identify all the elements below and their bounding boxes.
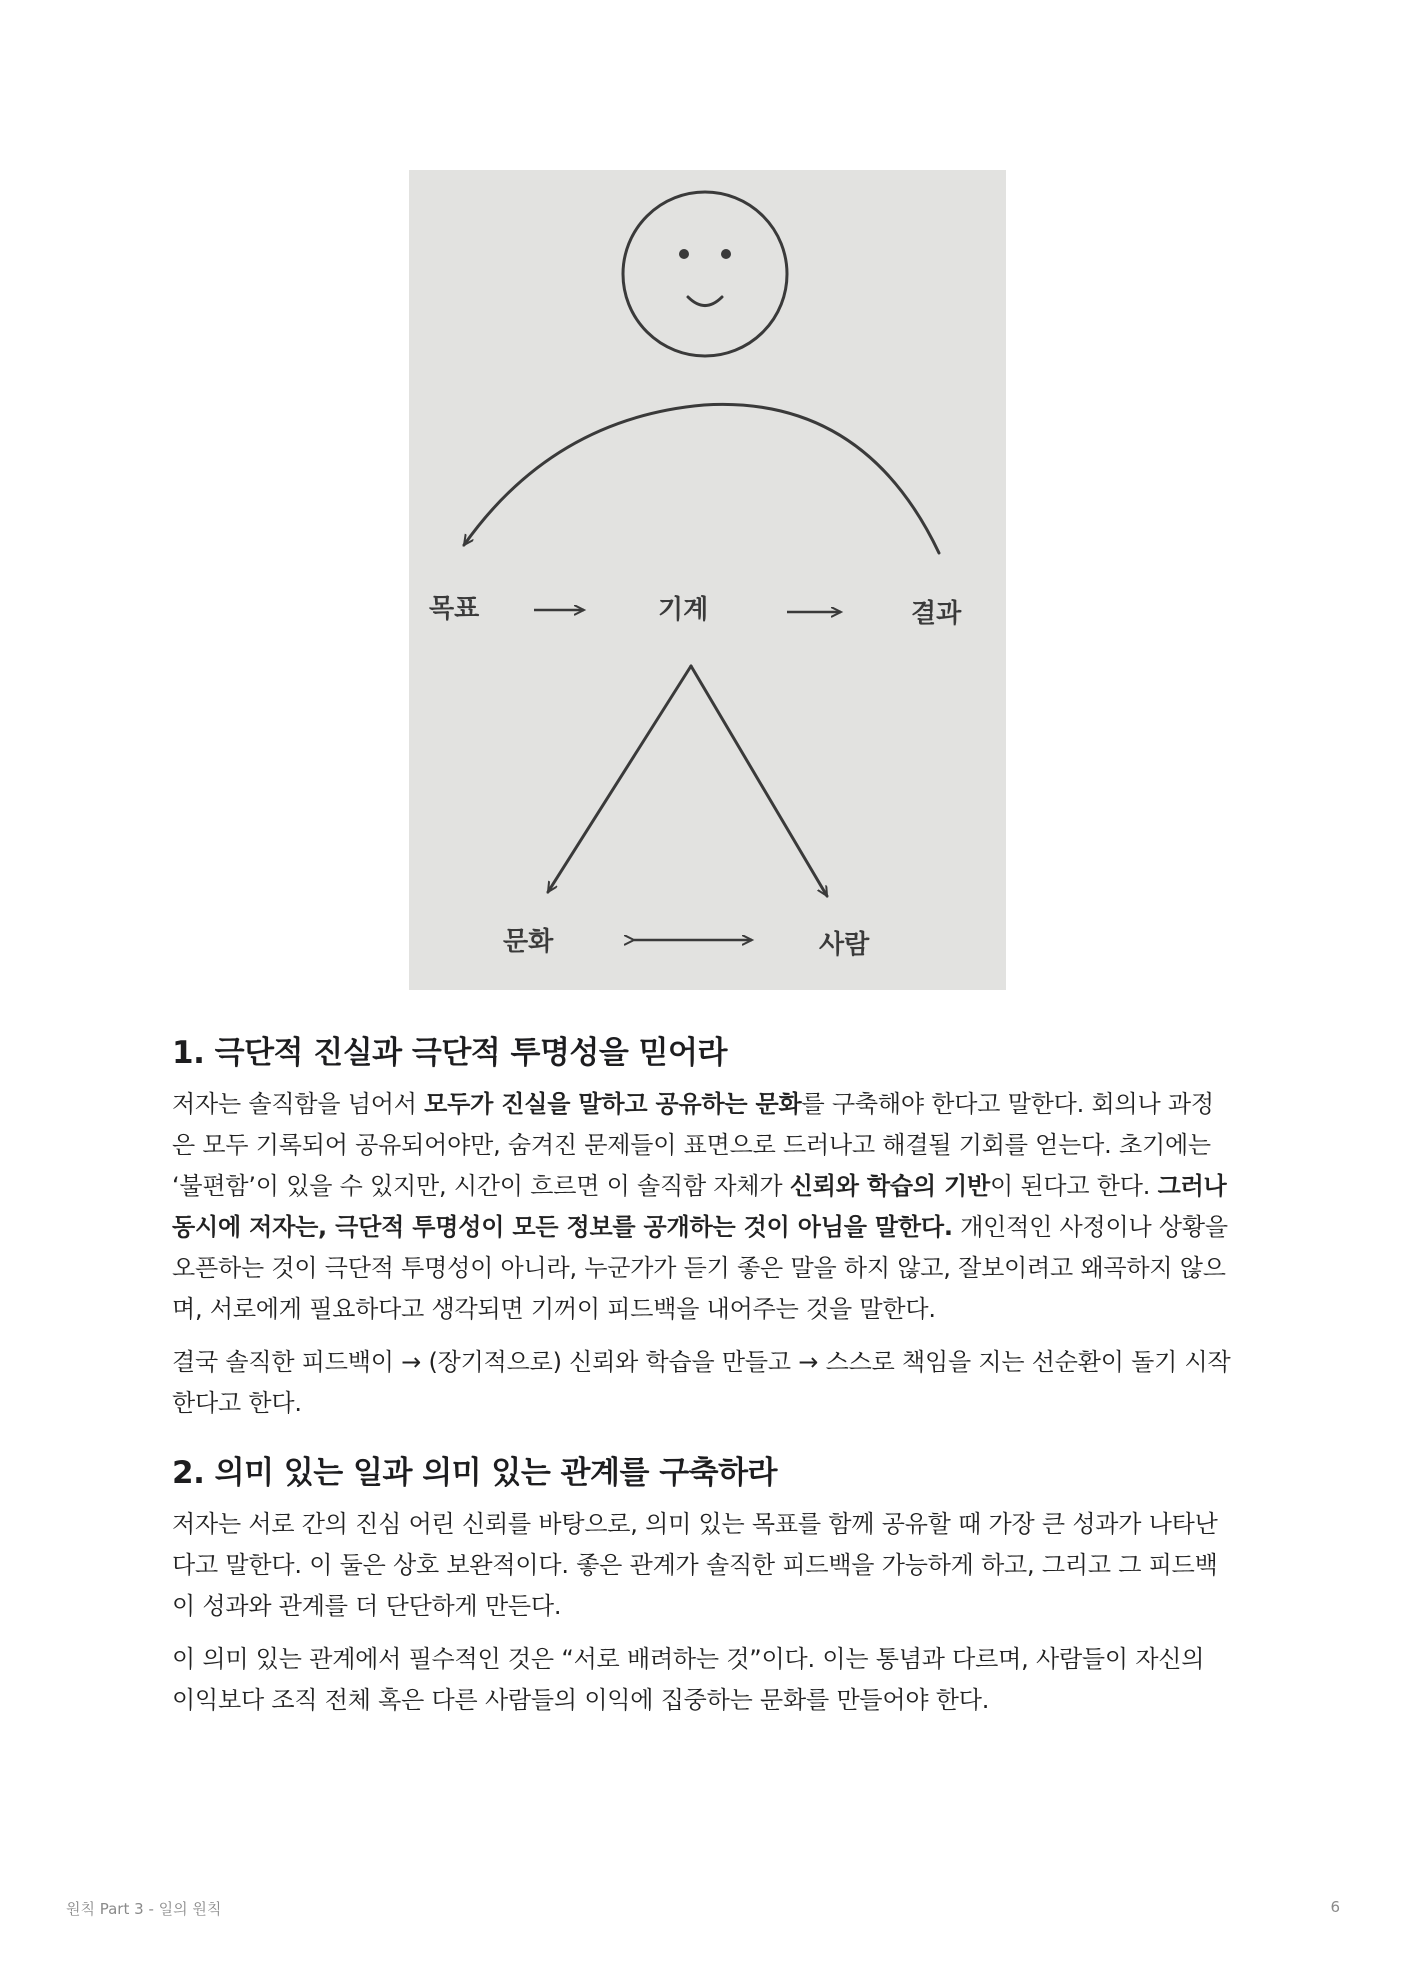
- section2-paragraph2: 이 의미 있는 관계에서 필수적인 것은 “서로 배려하는 것”이다. 이는 통념과 다르며, 사람들이 자신의 이익보다 조직 전체 혹은 다른 사람들의 이익에 집중하는 문화를 만들어야 한다.: [172, 1645, 1205, 1714]
- body-text: 를 구축해야 한다고 말한다. 회의나 과정은 모두 기록되어 공유되어야만, 숨겨진 문제들이 표면으로 드러나고 해결될 기회를 얻는다. 초기에는 ‘불편함’이 있을 수 있지만, 시간이 흐르면 이 솔직함 자체가: [172, 1090, 1214, 1200]
- label-people: 사람: [819, 930, 870, 960]
- footer-title: 원칙 Part 3 - 일의 원칙: [66, 1900, 222, 1918]
- label-machine: 기계: [658, 595, 709, 625]
- section1-heading: 1. 극단적 진실과 극단적 투명성을 믿어라: [172, 1035, 727, 1071]
- section2-heading: 2. 의미 있는 일과 의미 있는 관계를 구축하라: [172, 1455, 777, 1491]
- diagram-drawing: [409, 170, 1006, 990]
- smiley-right-eye: [721, 249, 731, 259]
- label-result: 결과: [911, 599, 962, 629]
- smiley-mouth: [688, 297, 722, 306]
- section1-paragraph2: 결국 솔직한 피드백이 → (장기적으로) 신뢰와 학습을 만들고 → 스스로 책임을 지는 선순환이 돌기 시작한다고 한다.: [172, 1348, 1231, 1417]
- page-number: 6: [1330, 1898, 1340, 1916]
- body-text: 개인적인 사정이나 상황을 오픈하는 것이 극단적 투명성이 아니라, 누군가가 듣기 좋은 말을 하지 않고, 잘보이려고 왜곡하지 않으며, 서로에게 필요하다고 생각되면 기꺼이 피드백을 내어주는 것을 말한다.: [172, 1213, 1228, 1323]
- machine-to-culture-arrow: [548, 666, 691, 892]
- emphasis-text: 모두가 진실을 말하고 공유하는 문화: [424, 1090, 802, 1118]
- label-culture: 문화: [503, 927, 554, 957]
- article-content: [172, 1030, 1234, 1721]
- smiley-left-eye: [679, 249, 689, 259]
- label-goal: 목표: [429, 594, 480, 624]
- smiley-face-icon: [623, 192, 787, 356]
- diagram-figure: [409, 170, 1006, 990]
- feedback-arc-arrow: [464, 404, 939, 553]
- emphasis-text: 그러나 동시에 저자는, 극단적 투명성이 모든 정보를 공개하는 것이 아님을 말한다.: [172, 1172, 1227, 1241]
- machine-to-people-arrow: [691, 666, 827, 896]
- section2-paragraph1: 저자는 서로 간의 진심 어린 신뢰를 바탕으로, 의미 있는 목표를 함께 공유할 때 가장 큰 성과가 나타난다고 말한다. 이 둘은 상호 보완적이다. 좋은 관계가 솔직한 피드백을 가능하게 하고, 그리고 그 피드백이 성과와 관계를 더 단단하게 만든다.: [172, 1510, 1218, 1620]
- body-text: 이 된다고 한다.: [989, 1172, 1158, 1200]
- body-text: 저자는 솔직함을 넘어서: [172, 1090, 425, 1118]
- section1-paragraph1: [172, 1084, 1234, 1330]
- emphasis-text: 신뢰와 학습의 기반: [789, 1172, 990, 1200]
